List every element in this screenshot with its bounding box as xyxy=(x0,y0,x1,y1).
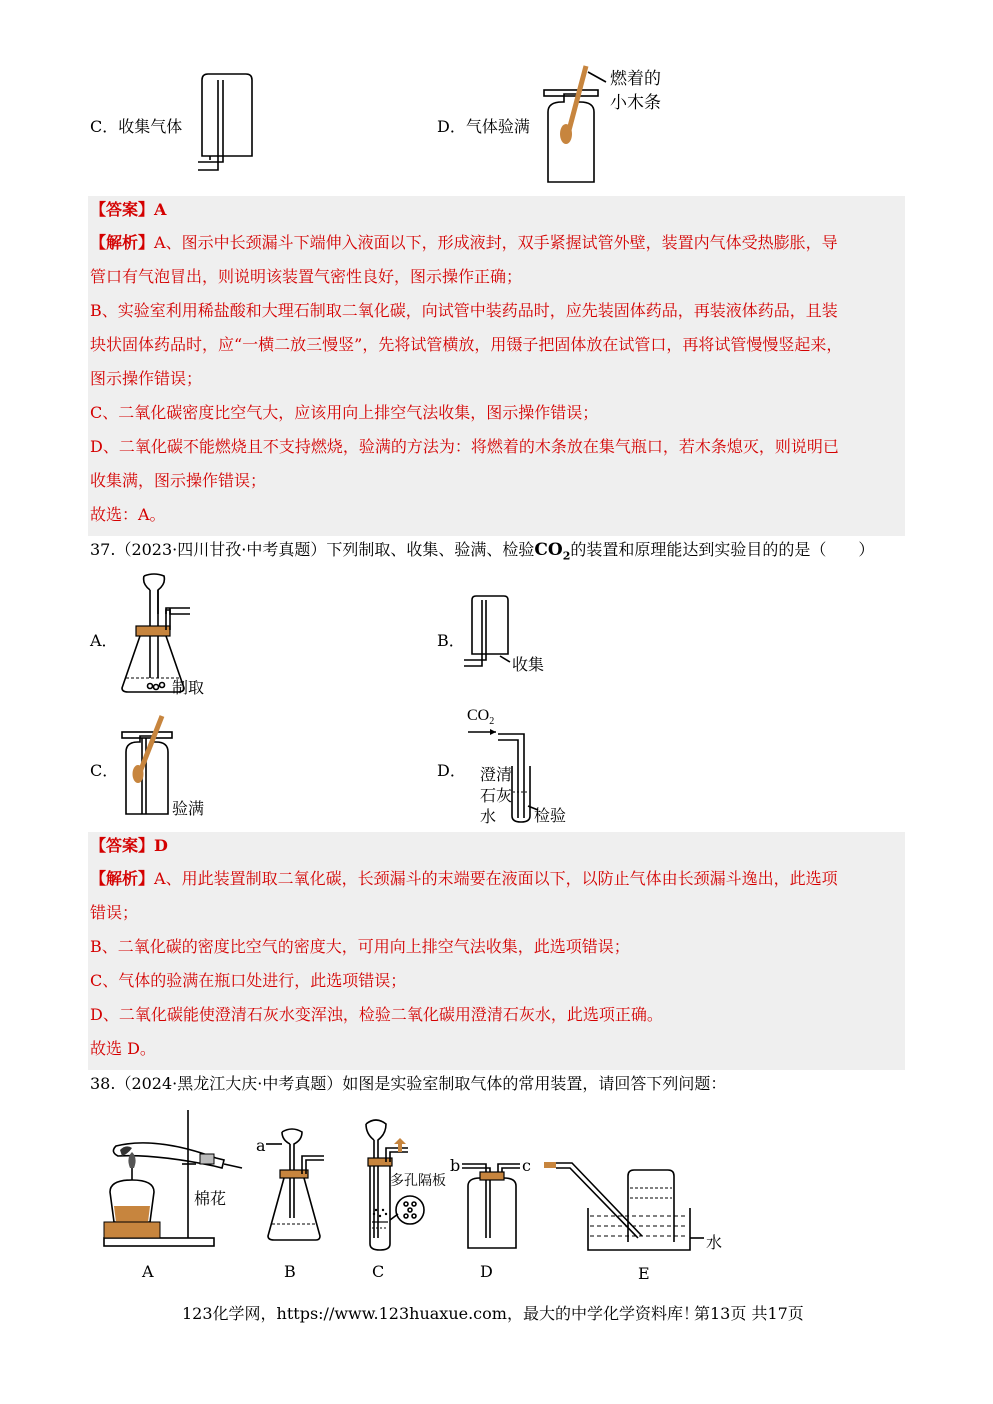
footer-page-number: 第13页 共17页 xyxy=(694,1304,804,1323)
co2-formula: $CO_2$ xyxy=(534,540,571,563)
q37-d-liquid-1: 澄清 xyxy=(480,765,513,784)
q36-analysis-line-4: 块状固体药品时，应“一横二放三慢竖”，先将试管横放，用镊子把固体放在试管口，再将试管慢慢竖起来， xyxy=(90,335,843,354)
water-label: 水 xyxy=(706,1233,723,1252)
q36-analysis-line-6: C、二氧化碳密度比空气大，应该用向上排空气法收集，图示操作错误； xyxy=(90,403,599,422)
gas-collection-bottle-figure xyxy=(190,72,270,182)
q37-caption-b: 收集 xyxy=(512,655,545,674)
q37-analysis-line-5: D、二氧化碳能使澄清石灰水变浑浊，检验二氧化碳用澄清石灰水，此选项正确。 xyxy=(90,1005,663,1024)
q37-caption-a: 制取 xyxy=(172,678,205,697)
q37-stem: 37.（2023·四川甘孜·中考真题）下列制取、收集、验满、检验$CO_2$的装置和原理能达到实验目的的是（ ） xyxy=(90,540,875,563)
upward-collection-figure xyxy=(460,594,520,674)
footer-site-text: 123化学网，https://www.123huaxue.com，最大的中学化学资料库！ xyxy=(182,1304,699,1323)
burning-stick-caption-2: 小木条 xyxy=(610,93,661,113)
q37-d-liquid-2: 石灰 xyxy=(480,786,513,805)
q37-answer-value: D xyxy=(154,836,168,855)
apparatus-e-label: E xyxy=(638,1264,650,1283)
q37-analysis-line-3: B、二氧化碳的密度比空气的密度大，可用向上排空气法收集，此选项错误； xyxy=(90,937,630,956)
apparatus-e-water-trough-figure xyxy=(540,1158,723,1258)
apparatus-b-flask-figure xyxy=(264,1128,344,1248)
q37-analysis-line-6: 故选 D。 xyxy=(90,1039,156,1058)
q37-caption-d: 检验 xyxy=(534,806,567,825)
q37-option-c: C． xyxy=(90,761,119,780)
q36-answer-value: A xyxy=(154,200,167,219)
apparatus-d-bottle-figure xyxy=(458,1160,538,1256)
port-b-label: b xyxy=(450,1156,461,1175)
q37-analysis-line-1: 【解析】A、用此装置制取二氧化碳，长颈漏斗的末端要在液面以下，以防止气体由长颈漏斗逸出，此选项 xyxy=(90,869,838,888)
apparatus-b-label: B xyxy=(284,1262,296,1281)
q36-analysis-line-8: 收集满，图示操作错误； xyxy=(90,471,267,490)
apparatus-a-label: A xyxy=(142,1262,154,1281)
q37-d-gas: $CO_2$ xyxy=(467,707,495,728)
q37-option-d: D． xyxy=(437,761,466,780)
q36-analysis-line-9: 故选：A。 xyxy=(90,505,166,524)
q37-caption-c: 验满 xyxy=(172,799,205,818)
apparatus-c-label: C xyxy=(372,1262,385,1281)
q36-analysis-line-5: 图示操作错误； xyxy=(90,369,203,388)
option-d-label: D．气体验满 xyxy=(437,117,530,136)
port-c-label: c xyxy=(522,1156,531,1175)
q38-stem: 38.（2024·黑龙江大庆·中考真题）如图是实验室制取气体的常用装置，请回答下列问题： xyxy=(90,1074,727,1093)
q36-analysis-line-2: 管口有气泡冒出，则说明该装置气密性良好，图示操作正确； xyxy=(90,267,523,286)
q37-option-a: A． xyxy=(90,631,118,650)
port-a-label: a xyxy=(256,1136,266,1155)
q37-answer-line: 【答案】D xyxy=(90,836,168,855)
q37-option-b: B． xyxy=(437,631,465,650)
apparatus-d-label: D xyxy=(480,1262,493,1281)
cotton-label: 棉花 xyxy=(194,1189,227,1208)
q36-answer-line: 【答案】A xyxy=(90,200,167,219)
option-c-label: C．收集气体 xyxy=(90,117,183,136)
q36-analysis-line-3: B、实验室利用稀盐酸和大理石制取二氧化碳，向试管中装药品时，应先装固体药品，再装液体药品，且装 xyxy=(90,301,838,320)
porous-plate-label: 多孔隔板 xyxy=(390,1173,446,1189)
q36-analysis-line-7: D、二氧化碳不能燃烧且不支持燃烧，验满的方法为：将燃着的木条放在集气瓶口，若木条熄灭，则说明已 xyxy=(90,437,839,456)
q37-d-liquid-3: 水 xyxy=(480,807,497,826)
q37-analysis-line-2: 错误； xyxy=(90,903,139,922)
q37-analysis-line-4: C、气体的验满在瓶口处进行，此选项错误； xyxy=(90,971,407,990)
apparatus-a-heating-figure xyxy=(96,1106,246,1256)
q36-analysis-line-1: 【解析】A、图示中长颈漏斗下端伸入液面以下，形成液封，双手紧握试管外壁，装置内气体受热膨胀，导 xyxy=(90,233,838,252)
burning-stick-caption-1: 燃着的 xyxy=(610,69,661,89)
